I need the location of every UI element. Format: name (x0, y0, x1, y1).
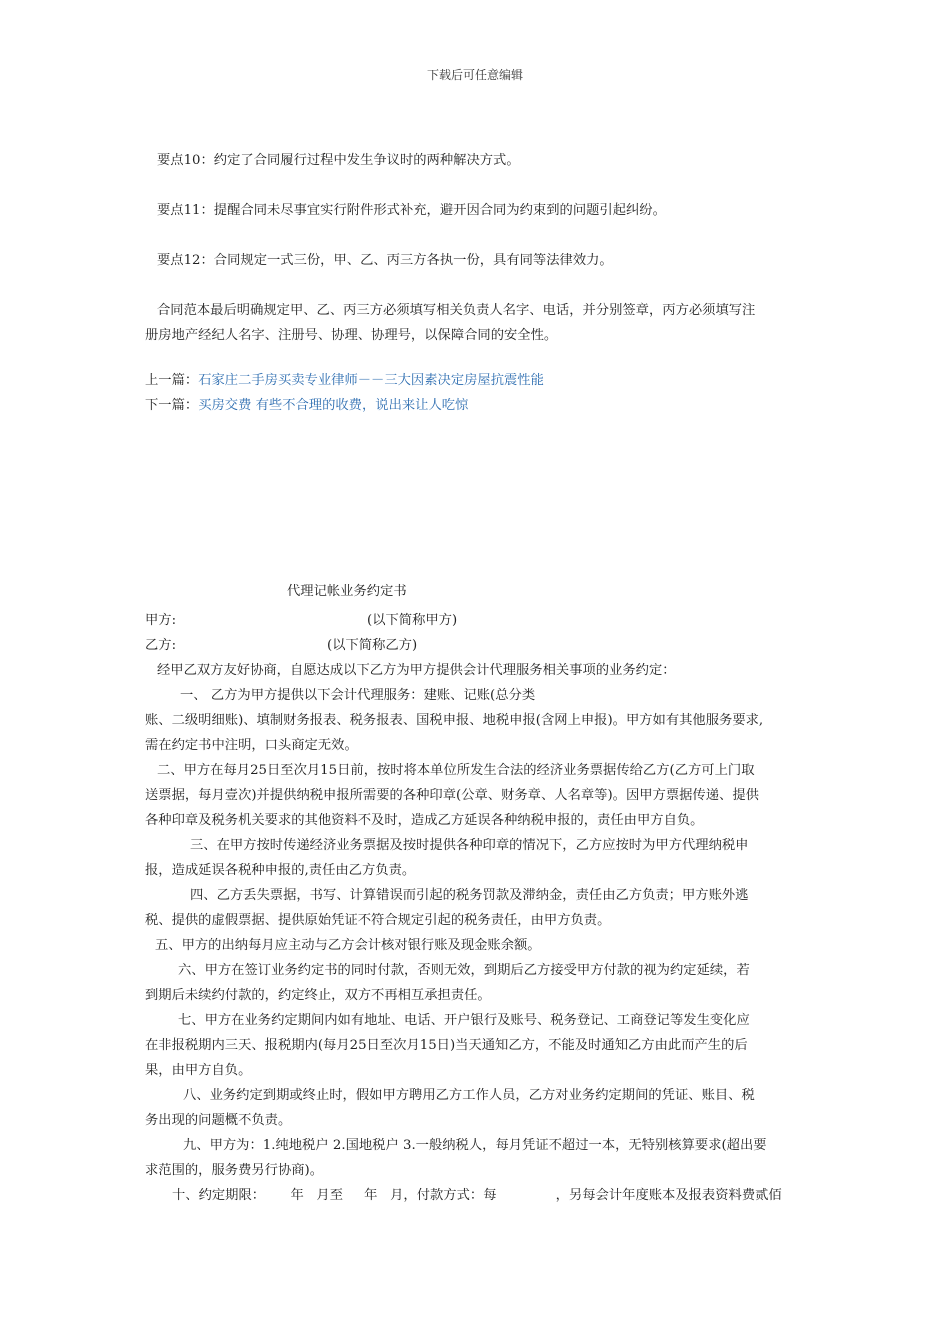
clause-9: 九、甲方为：1.纯地税户 2.国地税户 3.一般纳税人，每月凭证不超过一本，无特别核算要求(超出要 求范围的，服务费另行协商)。 (145, 1138, 767, 1178)
point-12: 要点12：合同规定一式三份，甲、乙、丙三方各执一份，具有同等法律效力。 (157, 253, 613, 268)
party-b-line: 乙方: (以下简称乙方) (145, 638, 418, 653)
point-11: 要点11：提醒合同未尽事宜实行附件形式补充，避开因合同为约束到的问题引起纠纷。 (157, 203, 666, 218)
next-article: 下一篇：买房交费 有些不合理的收费，说出来让人吃惊 (145, 398, 469, 413)
prev-article: 上一篇：石家庄二手房买卖专业律师－－三大因素决定房屋抗震性能 (145, 373, 544, 388)
document-title: 代理记帐业务约定书 (287, 584, 407, 599)
clause-2: 二、甲方在每月25日至次月15日前，按时将本单位所发生合法的经济业务票据传给乙方(乙方可上门取 送票据，每月壹次)并提供纳税申报所需要的各种印章(公章、财务章、人名章等)。因甲方票据传递、提供 各种印章及税务机关要求的其他资料不及时，造成乙方延误各种纳税申报的，责任由甲方自负。 (145, 763, 759, 828)
page-header: 下载后可任意编辑 (426, 68, 523, 82)
clause-4: 四、乙方丢失票据，书写、计算错误而引起的税务罚款及滞纳金，责任由乙方负责；甲方账外逃 税、提供的虚假票据、提供原始凭证不符合规定引起的税务责任，由甲方负责。 (145, 888, 749, 928)
prev-article-link[interactable]: 石家庄二手房买卖专业律师－－三大因素决定房屋抗震性能 (198, 373, 544, 388)
next-article-link[interactable]: 买房交费 有些不合理的收费，说出来让人吃惊 (198, 398, 469, 413)
clause-8: 八、业务约定到期或终止时，假如甲方聘用乙方工作人员，乙方对业务约定期间的凭证、账目、税 务出现的问题概不负责。 (145, 1088, 755, 1128)
clause-5: 五、甲方的出纳每月应主动与乙方会计核对银行账及现金账余额。 (155, 938, 541, 953)
intro-paragraph: 经甲乙双方友好协商，自愿达成以下乙方为甲方提供会计代理服务相关事项的业务约定： (157, 663, 676, 678)
clause-1: 一、 乙方为甲方提供以下会计代理服务：建账、记账(总分类 账、二级明细账)、填制财务报表、税务报表、国税申报、地税申报(含网上申报)。甲方如有其他服务要求, 需在约定书中注明，口头商定无效。 (145, 688, 764, 753)
clause-7: 七、甲方在业务约定期间内如有地址、电话、开户银行及账号、税务登记、工商登记等发生变化应 在非报税期内三天、报税期内(每月25日至次月15日)当天通知乙方，不能及时通知乙方由此而产生的后 果，由甲方自负。 (145, 1013, 750, 1078)
party-a-line: 甲方: (以下简称甲方) (145, 613, 458, 628)
point-10: 要点10：约定了合同履行过程中发生争议时的两种解决方式。 (157, 153, 520, 168)
clause-10: 十、约定期限： 年 月至 年 月，付款方式：每 ，另每会计年度账本及报表资料费贰佰 (172, 1188, 782, 1203)
closing-paragraph: 合同范本最后明确规定甲、乙、丙三方必须填写相关负责人名字、电话，并分别签章，丙方必须填写注 册房地产经纪人名字、注册号、协理、协理号，以保障合同的安全性。 (145, 303, 756, 343)
clause-3: 三、在甲方按时传递经济业务票据及按时提供各种印章的情况下，乙方应按时为甲方代理纳税申 报，造成延误各税种申报的,责任由乙方负责。 (145, 838, 749, 878)
clause-6: 六、甲方在签订业务约定书的同时付款，否则无效，到期后乙方接受甲方付款的视为约定延续，若 到期后未续约付款的，约定终止，双方不再相互承担责任。 (145, 963, 750, 1003)
article-nav (145, 368, 815, 418)
